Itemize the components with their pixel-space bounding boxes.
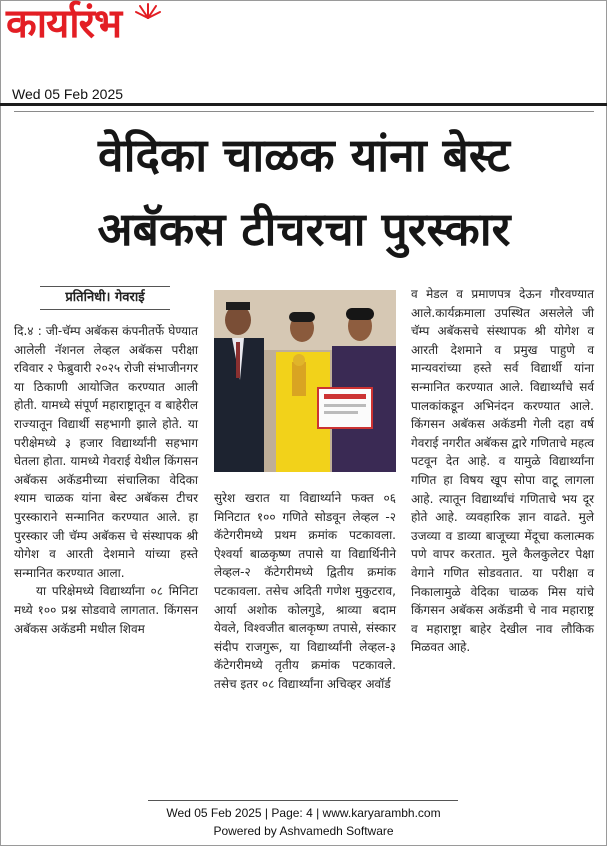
article-byline: प्रतिनिधी। गेवराई [40,286,170,310]
sun-rays-icon [134,2,162,20]
footer-divider [148,800,458,801]
article-column-middle [214,489,396,694]
article-column-left [14,322,198,638]
headline-divider [14,111,594,112]
article-headline [14,118,594,266]
article-paragraph: सुरेश खरात या विद्यार्थ्याने फक्त ०६ मिनिटात १०० गणिते सोडवून लेव्हल -२ कॅटेगरीमध्ये प्रथम क्रमांक पटकावला. ऐश्वर्या बाळकृष्ण तपासे या विद्यार्थिनीने लेव्हल-२ कॅटेगरीमध्ये द्वितीय क्रमांक पटकावला. तसेच अदिती गणेश मुकुटराव, आर्या अशोक कोलगुडे, श्राव्या बदाम येवले, विश्वजीत बालकृष्ण तपासे, संस्कार संदीप राजगुरू, या विद्यार्थ्यांनी लेव्हल-३ कॅटेगरीमध्ये तृतीय क्रमांक पटकावले. तसेच इतर ०८ विद्यार्थ्यांना अचिव्हर अवॉर्ड [214,491,396,691]
award-ceremony-image [214,290,396,472]
headline-line-2: अबॅकस टीचरचा पुरस्कार [97,202,511,256]
masthead-logo[interactable]: कार्यारंभ [6,1,122,47]
footer-page-info[interactable]: Wed 05 Feb 2025 | Page: 4 | www.karyarambh.com [166,806,441,820]
article-paragraph: व मेडल व प्रमाणपत्र देऊन गौरवण्यात आले.कार्यक्रमाला उपस्थित असलेले जी चॅम्प अबॅकसचे संस्थापक श्री योगेश व आरती देशमाने व प्रमुख पाहुणे व मान्यवरांच्या हस्ते सर्व विद्यार्थी यांना सन्मानित करण्यात आले. विद्यार्थ्यांचे सर्व पालकांकडून अभिनंदन करण्यात आले. किंगसन अबॅकस अकॅडमी गेली दहा वर्ष गेवराई नगरीत अबॅकस द्वारे गणिताचे महत्व पटवून देत आहे. व यामुळे विद्यार्थ्यांना गणित हा विषय खूप सोपा वाटू लागला आहे. त्यातून विद्यार्थ्यांचं गणिताचे भय दूर होते आहे. व्यवहारिक ज्ञान वाढते. मुले उजव्या व डाव्या बाजूच्या मेंदूचा कलात्मक पणे वापर करतात. मुले कैलकुलेटर पेक्षा वेगाने गणित सोडवतात. या परीक्षा व निकालामुळे वेदिका चाळक मिस यांचे किंगसन अबॅकस अकॅडमी चे नाव महाराष्ट्र व महाराष्ट्रा बाहेर देखील नाव लौकिक मिळवत आहे. [411,287,594,655]
article-paragraph: दि.४ : जी-चॅम्प अबॅकस कंपनीतर्फे घेण्यात आलेली नॅशनल लेव्हल अबॅकस परीक्षा रविवार २ फेब्रुवारी २०२५ रोजी संभाजीनगर या ठिकाणी आयोजित करण्यात आली होती. यामध्ये संपूर्ण महाराष्ट्रातून व बाहेरील राज्यातून विद्यार्थी सहभागी झाले होते. या परीक्षेमध्ये ३ हजार विद्यार्थ्यांनी सहभाग घेतला होता. यामध्ये गेवराई येथील किंगसन अबॅकस अकॅडमीच्या संचालिका वेदिका श्याम चाळक यांना बेस्ट अबॅकस टीचर पुरस्काराने सन्मानित करण्यात आले. हा पुरस्कार जी चॅम्प अबॅकस चे संस्थापक श्री योगेश व आरती देशमाने यांच्या हस्ते सन्मानित करण्यात आला. [14,324,198,580]
headline-line-1: वेदिका चाळक यांना बेस्ट [98,128,510,182]
edition-date: Wed 05 Feb 2025 [12,86,124,102]
article-paragraph: या परिक्षेमध्ये विद्यार्थ्यांना ०८ मिनिटा मध्ये १०० प्रश्न सोडवावे लागतात. किंगसन अबॅकस अकॅडमी मधील शिवम [14,584,198,636]
masthead-divider [0,103,607,106]
footer-powered-by: Powered by Ashvamedh Software [213,824,394,838]
award-photo [214,290,396,472]
article-column-right [411,285,594,657]
